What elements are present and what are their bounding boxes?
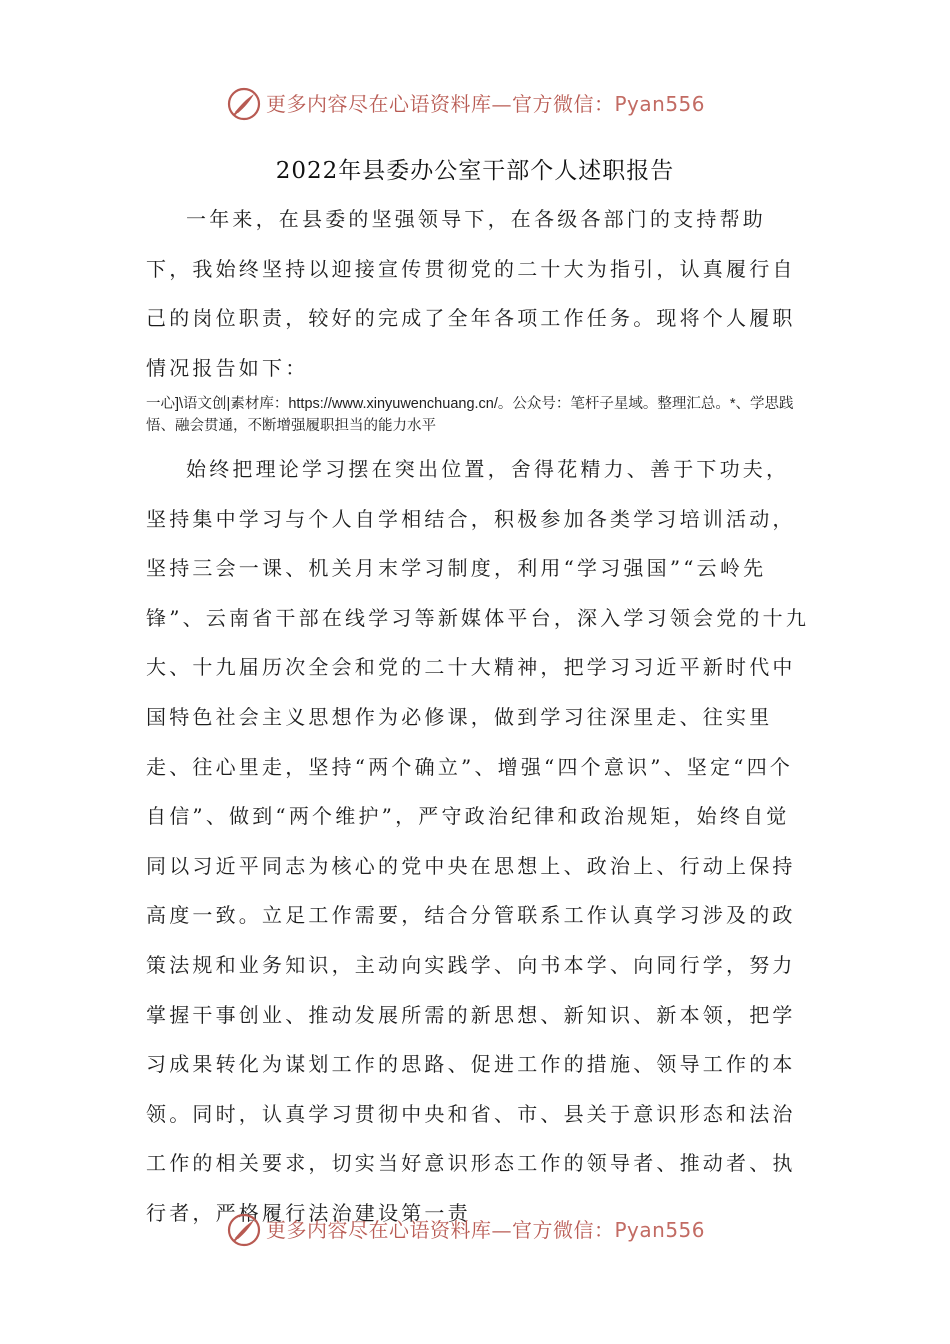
watermark-contact-label: 官方微信： bbox=[512, 92, 615, 116]
body-paragraph: 始终把理论学习摆在突出位置，舍得花精力、善于下功夫，坚持集中学习与个人自学相结合，积极参加各类学习培训活动，坚持三会一课、机关月末学习制度，利用“学习强国”“云岭先锋”、云南省干部在线学习等新媒体平台，深入学习领会党的十九大、十九届历次全会和党的二十大精神，把学习习近平新时代中国特色社会主义思想作为必修课，做到学习往深里走、往实里走、往心里走，坚持“两个确立”、增强“四个意识”、坚定“四个自信”、做到“两个维护”，严守政治纪律和政治规矩，始终自觉同以习近平同志为核心的党中央在思想上、政治上、行动上保持高度一致。立足工作需要，结合分管联系工作认真学习涉及的政策法规和业务知识，主动向实践学、向书本学、向同行学，努力掌握干事创业、推动发展所需的新思想、新知识、新本领，把学习成果转化为谋划工作的思路、促进工作的措施、领导工作的本领。同时，认真学习贯彻中央和省、市、县关于意识形态和法治工作的相关要求，切实当好意识形态工作的领导者、推动者、执行者，严格履行法治建设第一责 bbox=[146, 457, 810, 1225]
quill-logo-icon bbox=[226, 86, 262, 122]
watermark-separator: — bbox=[491, 1218, 512, 1242]
watermark-separator: — bbox=[491, 92, 512, 116]
quill-logo-icon bbox=[226, 1212, 262, 1248]
watermark-text bbox=[266, 1216, 705, 1244]
watermark-slogan: 更多内容尽在心语资料库 bbox=[266, 1218, 492, 1242]
intro-paragraph: 一年来，在县委的坚强领导下，在各级各部门的支持帮助下，我始终坚持以迎接宣传贯彻党的二十大为指引，认真履行自己的岗位职责，较好的完成了全年各项工作任务。现将个人履职情况报告如下： bbox=[146, 207, 796, 380]
watermark-wechat-id: Pyan556 bbox=[614, 92, 706, 116]
watermark-contact-label: 官方微信： bbox=[512, 1218, 615, 1242]
footer-watermark-banner bbox=[0, 1210, 950, 1250]
header-watermark-banner bbox=[0, 84, 950, 124]
source-note: 一心]\语文创|素材库：https://www.xinyuwenchuang.cn/。公众号：笔杆子星域。整理汇总。*、学思践悟、融会贯通，不断增强履职担当的能力水平 bbox=[146, 396, 794, 434]
watermark-text bbox=[266, 90, 705, 118]
document-title: 2022年县委办公室干部个人述职报告 bbox=[275, 158, 675, 184]
watermark-slogan: 更多内容尽在心语资料库 bbox=[266, 92, 492, 116]
watermark-wechat-id: Pyan556 bbox=[614, 1218, 706, 1242]
